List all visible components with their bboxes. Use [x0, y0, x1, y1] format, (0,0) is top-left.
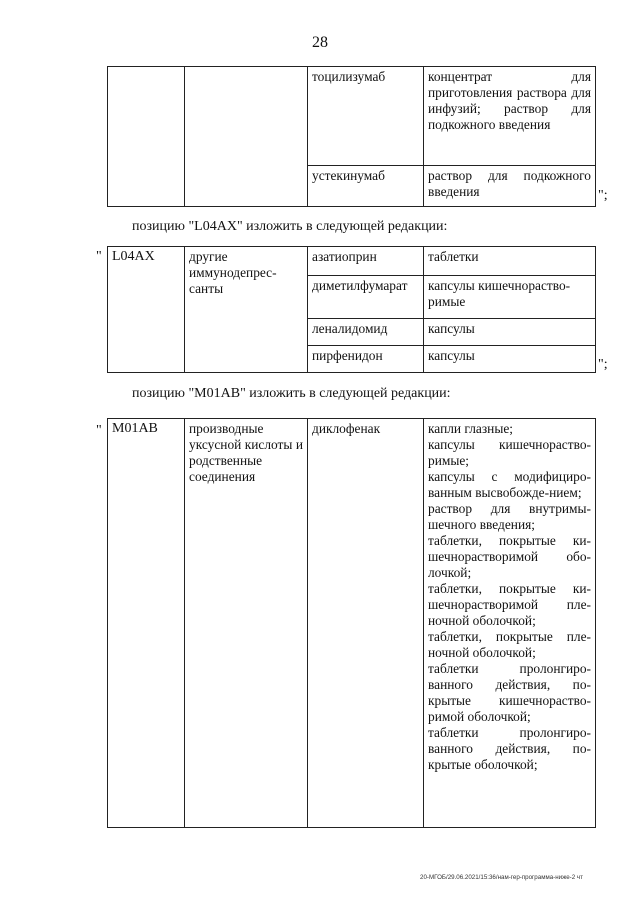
code-cell: L04AX: [108, 247, 185, 373]
group-cell: другие иммунодепрес-санты: [185, 247, 308, 373]
instruction-m01ab: позицию "M01AB" изложить в следующей редакции:: [132, 386, 451, 401]
dosage-form-cell: капсулы: [424, 319, 596, 346]
table-l04ax: [107, 246, 596, 373]
dosage-form-item: капли глазные;: [428, 421, 513, 436]
group-cell: производные уксусной кислоты и родственные соединения: [185, 419, 308, 828]
dosage-form-cell: капсулы кишечнораство-римые: [424, 276, 596, 319]
drug-name-cell: устекинумаб: [308, 166, 424, 207]
closing-quote: ";: [598, 357, 608, 372]
dosage-form-cell: капсулы: [424, 346, 596, 373]
dosage-form-cell: раствор для подкожного введения: [424, 166, 596, 207]
drug-name-cell: пирфенидон: [308, 346, 424, 373]
drug-name-cell: леналидомид: [308, 319, 424, 346]
opening-quote: ": [96, 249, 102, 264]
table-continuation: [107, 66, 596, 207]
dosage-form-item: таблетки пролонгиро-ванного действия, по-крытые кишечнораство-римой оболочкой;: [428, 661, 591, 724]
closing-quote: ";: [598, 188, 608, 203]
drug-name-cell: диклофенак: [308, 419, 424, 828]
code-cell: [108, 67, 185, 207]
drug-name-cell: диметилфумарат: [308, 276, 424, 319]
dosage-form-cell: концентрат для приготовления раствора для инфузий; раствор для подкожного введения: [424, 67, 596, 166]
table-row: [108, 67, 596, 166]
group-cell: [185, 67, 308, 207]
footer-code: 20-МГОБ/29.06.2021/15:36/нам-гер-программа-ниже-2 чт: [420, 874, 583, 881]
dosage-form-cell: [424, 419, 596, 828]
dosage-form-item: таблетки, покрытые ки-шечнорастворимой обо-лочкой;: [428, 533, 591, 580]
dosage-form-item: таблетки, покрытые ки-шечнорастворимой пле-ночной оболочкой;: [428, 581, 591, 628]
instruction-l04ax: позицию "L04AX" изложить в следующей редакции:: [132, 219, 448, 234]
table-row: [108, 247, 596, 276]
opening-quote: ": [96, 423, 102, 438]
page-number: 28: [312, 34, 328, 51]
dosage-form-item: раствор для внутримы-шечного введения;: [428, 501, 591, 532]
dosage-form-item: таблетки, покрытые пле-ночной оболочкой;: [428, 629, 591, 660]
drug-name-cell: тоцилизумаб: [308, 67, 424, 166]
dosage-form-item: капсулы кишечнораство-римые;: [428, 437, 591, 468]
dosage-form-item: таблетки пролонгиро-ванного действия, по-крытые оболочкой;: [428, 725, 591, 772]
drug-name-cell: азатиоприн: [308, 247, 424, 276]
code-cell: M01AB: [108, 419, 185, 828]
table-row: [108, 419, 596, 828]
dosage-form-item: капсулы с модифициро-ванным высвобожде-нием;: [428, 469, 591, 500]
dosage-form-cell: таблетки: [424, 247, 596, 276]
table-m01ab: [107, 418, 596, 828]
